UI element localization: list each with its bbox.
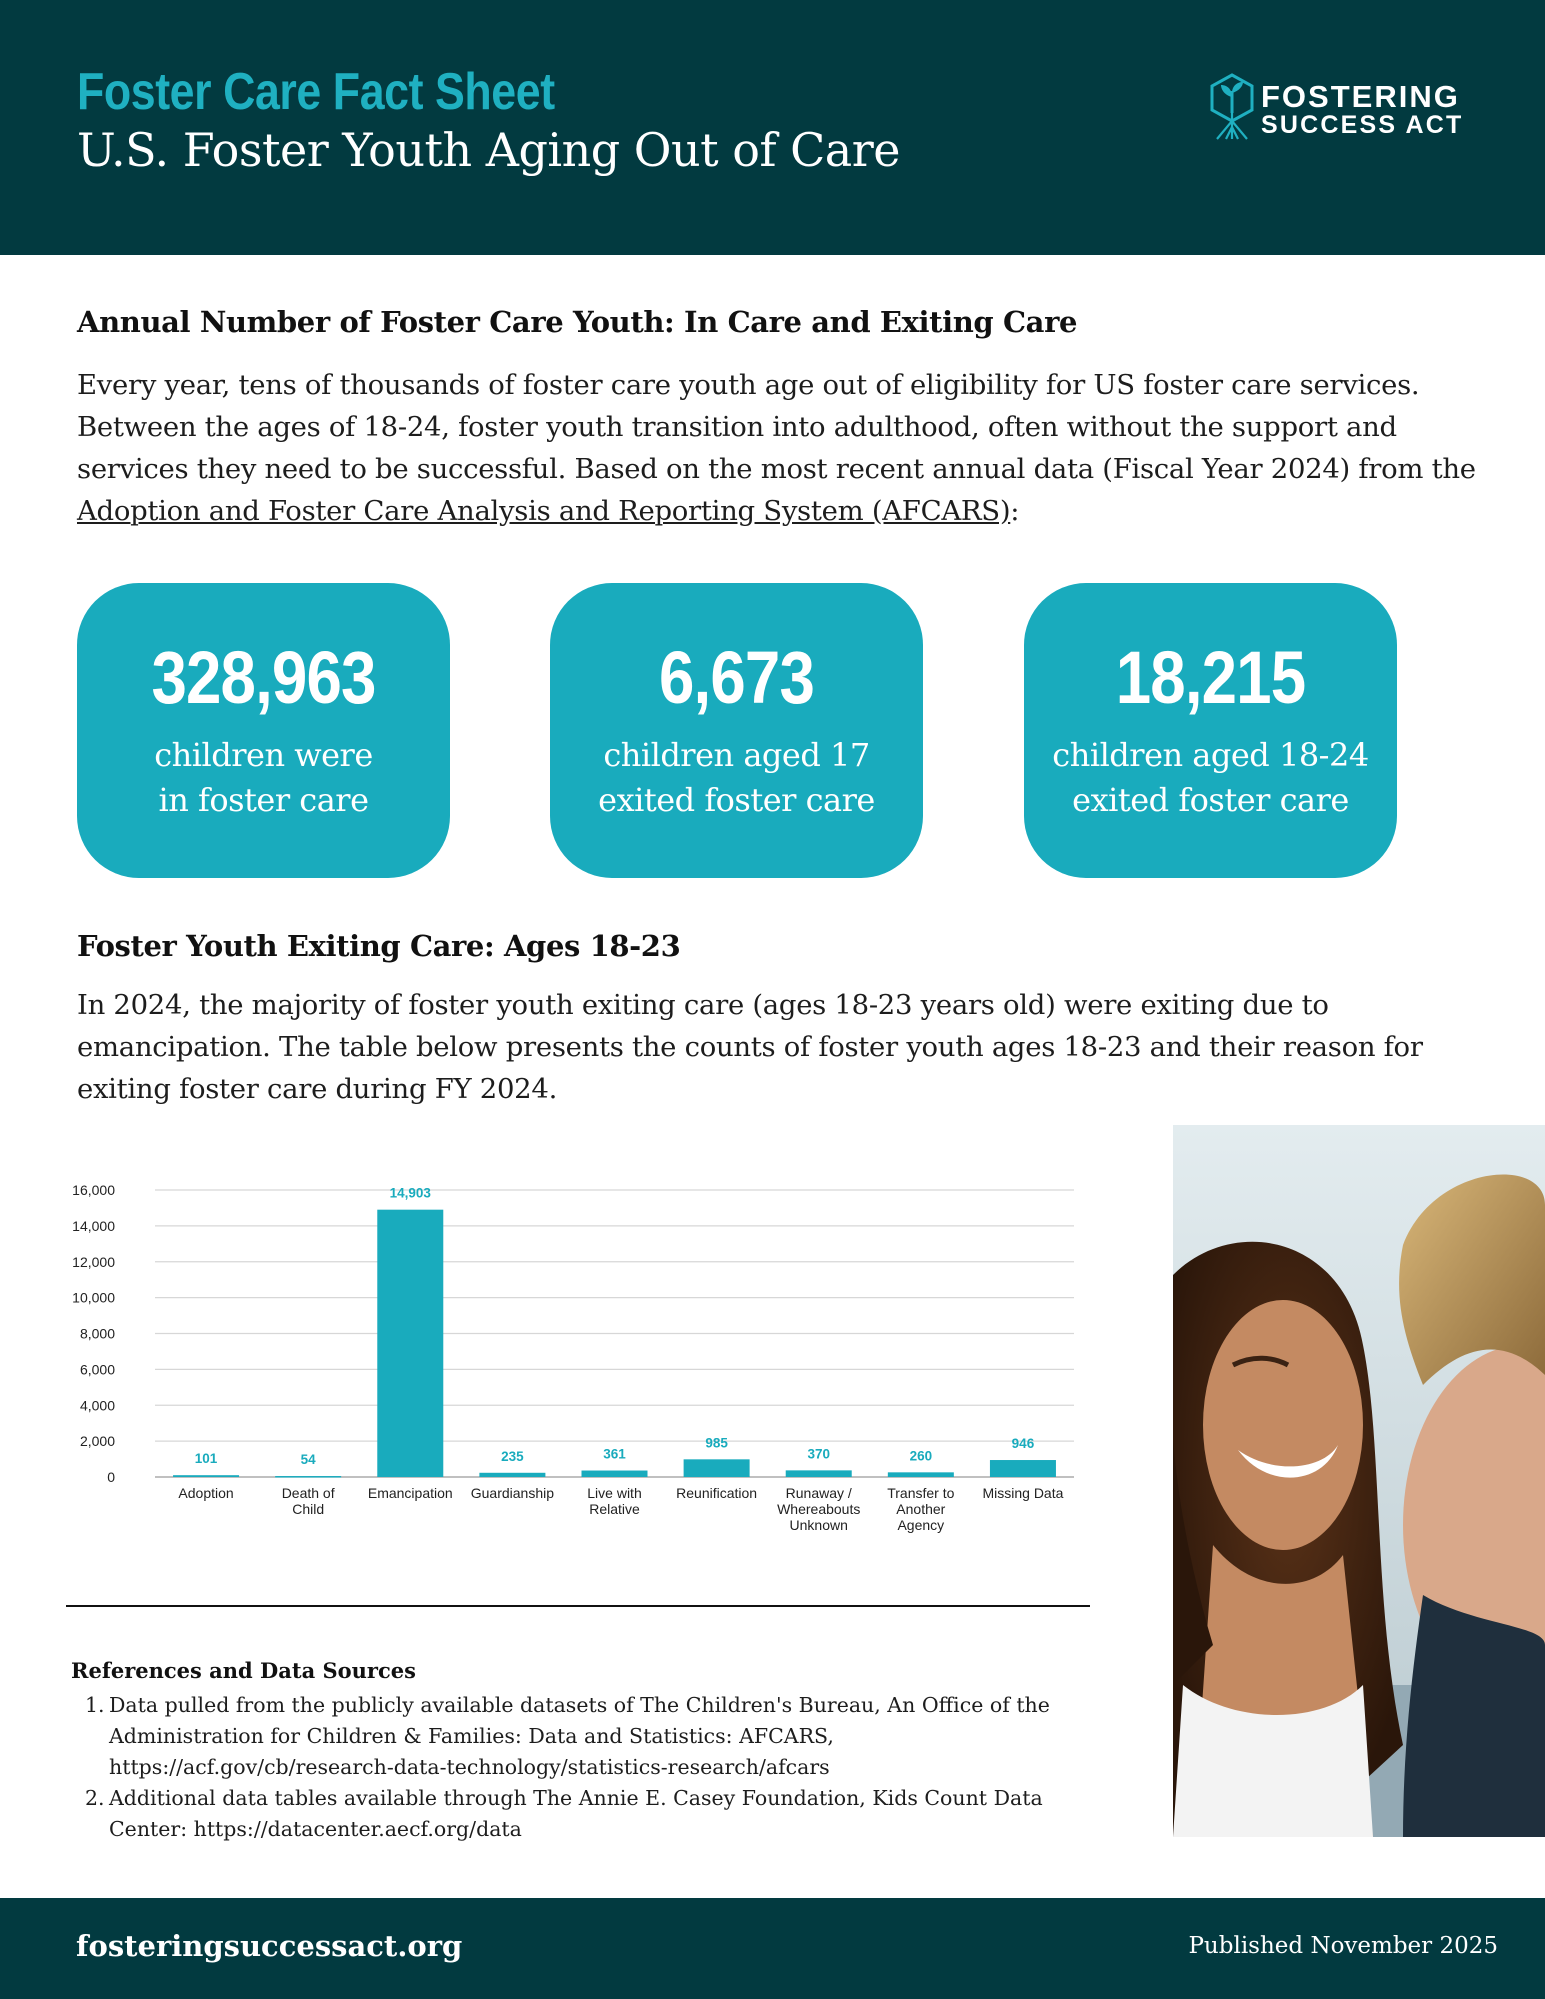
paragraph-line: emancipation. The table below presents the counts of foster youth ages 18-23 and their reason for [77,1031,1423,1063]
x-tick-label: Unknown [789,1517,848,1533]
paragraph-line: Every year, tens of thousands of foster care youth age out of eligibility for US foster care services. [77,369,1420,401]
x-tick-label: Reunification [676,1485,758,1501]
reference-number: 2. [85,1786,105,1810]
section-divider [66,1605,1090,1607]
bar [786,1470,852,1477]
website-link[interactable]: fosteringsuccessact.org [76,1929,463,1963]
bar [377,1210,443,1477]
data-label: 235 [501,1448,524,1464]
page-footer [0,1898,1545,1999]
teens-laughing-photo [1173,1125,1545,1837]
paragraph-line: exiting foster care during FY 2024. [77,1073,558,1105]
x-tick-label: Live with [587,1485,642,1501]
bar [173,1475,239,1477]
references-title: References and Data Sources [71,1658,416,1683]
bar [275,1476,341,1478]
stat-value: 328,963 [151,636,376,719]
stat-card-aged-18-24 [1024,583,1397,878]
paragraph-line: In 2024, the majority of foster youth exiting care (ages 18-23 years old) were exiting due to [77,989,1329,1021]
x-tick-label: Agency [897,1517,945,1533]
reference-number: 1. [85,1693,105,1717]
references-list [85,1690,1050,1845]
reference-item [85,1690,1050,1783]
data-label: 946 [1011,1436,1035,1452]
bar [990,1460,1056,1477]
bar [888,1472,954,1477]
y-tick-label: 6,000 [79,1361,115,1378]
stat-label-line: exited foster care [598,781,875,819]
page-title: U.S. Foster Youth Aging Out of Care [77,123,900,177]
x-tick-label: Guardianship [470,1485,555,1501]
stat-label-line: children aged 18-24 [1052,736,1369,774]
stat-label-line: exited foster care [1072,781,1349,819]
stat-label [550,733,923,823]
y-tick-label: 4,000 [79,1397,115,1414]
sprout-logo-icon [1208,73,1256,141]
logo-wordmark-top: FOSTERING [1261,79,1460,114]
fostering-success-act-logo[interactable] [1208,73,1488,143]
data-label: 101 [194,1451,218,1467]
y-tick-label: 10,000 [72,1289,115,1306]
data-label: 370 [807,1446,830,1462]
y-tick-label: 12,000 [72,1253,115,1270]
paragraph-line [77,490,1477,532]
reference-link[interactable]: Center: https://datacenter.aecf.org/data [109,1817,522,1841]
y-tick-label: 2,000 [79,1433,115,1450]
bar [582,1471,648,1477]
paragraph-line: services they need to be successful. Based on the most recent annual data (Fiscal Year 2024) from the [77,453,1476,485]
data-label: 260 [909,1448,933,1464]
fact-sheet-kicker: Foster Care Fact Sheet [77,63,555,121]
paragraph-line: Between the ages of 18-24, foster youth transition into adulthood, often without the support and [77,411,1397,443]
exit-reasons-bar-chart [60,1150,1090,1550]
x-tick-label: Relative [589,1501,640,1517]
section-exiting-paragraph [77,984,1477,1110]
y-tick-label: 16,000 [72,1182,115,1198]
section-intro-paragraph [77,364,1477,532]
reference-line: Data pulled from the publicly available datasets of The Children's Bureau, An Office of the [109,1693,1050,1717]
stat-label-line: children were [154,736,373,774]
reference-line: Administration for Children & Families: Data and Statistics: AFCARS, [109,1724,834,1748]
logo-wordmark-bottom: SUCCESS ACT [1261,111,1464,139]
x-tick-label: Another [896,1501,946,1517]
y-tick-label: 0 [107,1469,115,1485]
y-tick-label: 8,000 [79,1325,115,1342]
x-tick-label: Runaway / [785,1485,852,1501]
section-heading-exiting: Foster Youth Exiting Care: Ages 18-23 [77,929,681,963]
stat-value: 6,673 [659,636,814,719]
x-tick-label: Transfer to [887,1485,955,1501]
data-label: 361 [603,1446,626,1462]
reference-line: Additional data tables available through The Annie E. Casey Foundation, Kids Count Data [109,1786,1043,1810]
link-suffix: : [1010,495,1020,527]
stat-card-aged-17 [550,583,923,878]
bar [684,1459,750,1477]
page-header [0,0,1545,255]
stat-label [77,733,450,823]
stat-label-line: children aged 17 [603,736,870,774]
reference-link[interactable]: https://acf.gov/cb/research-data-technology/statistics-research/afcars [109,1755,830,1779]
stat-label [1024,733,1397,823]
data-label: 54 [300,1452,316,1468]
x-tick-label: Missing Data [982,1485,1064,1501]
data-label: 14,903 [389,1185,431,1201]
x-tick-label: Death of [281,1485,335,1501]
stat-value: 18,215 [1115,636,1306,719]
bar [479,1473,545,1477]
y-tick-label: 14,000 [72,1217,115,1234]
afcars-link[interactable]: Adoption and Foster Care Analysis and Reporting System (AFCARS) [77,495,1011,527]
stat-card-in-care [77,583,450,878]
x-tick-label: Adoption [178,1485,234,1501]
x-tick-label: Whereabouts [777,1501,861,1517]
data-label: 985 [705,1435,728,1451]
reference-item [85,1783,1045,1845]
x-tick-label: Emancipation [367,1485,453,1501]
section-heading-annual: Annual Number of Foster Care Youth: In Care and Exiting Care [77,305,1078,339]
stat-label-line: in foster care [158,781,369,819]
published-date: Published November 2025 [1188,1933,1498,1959]
x-tick-label: Child [292,1501,325,1517]
photo-illustration [1173,1125,1545,1837]
